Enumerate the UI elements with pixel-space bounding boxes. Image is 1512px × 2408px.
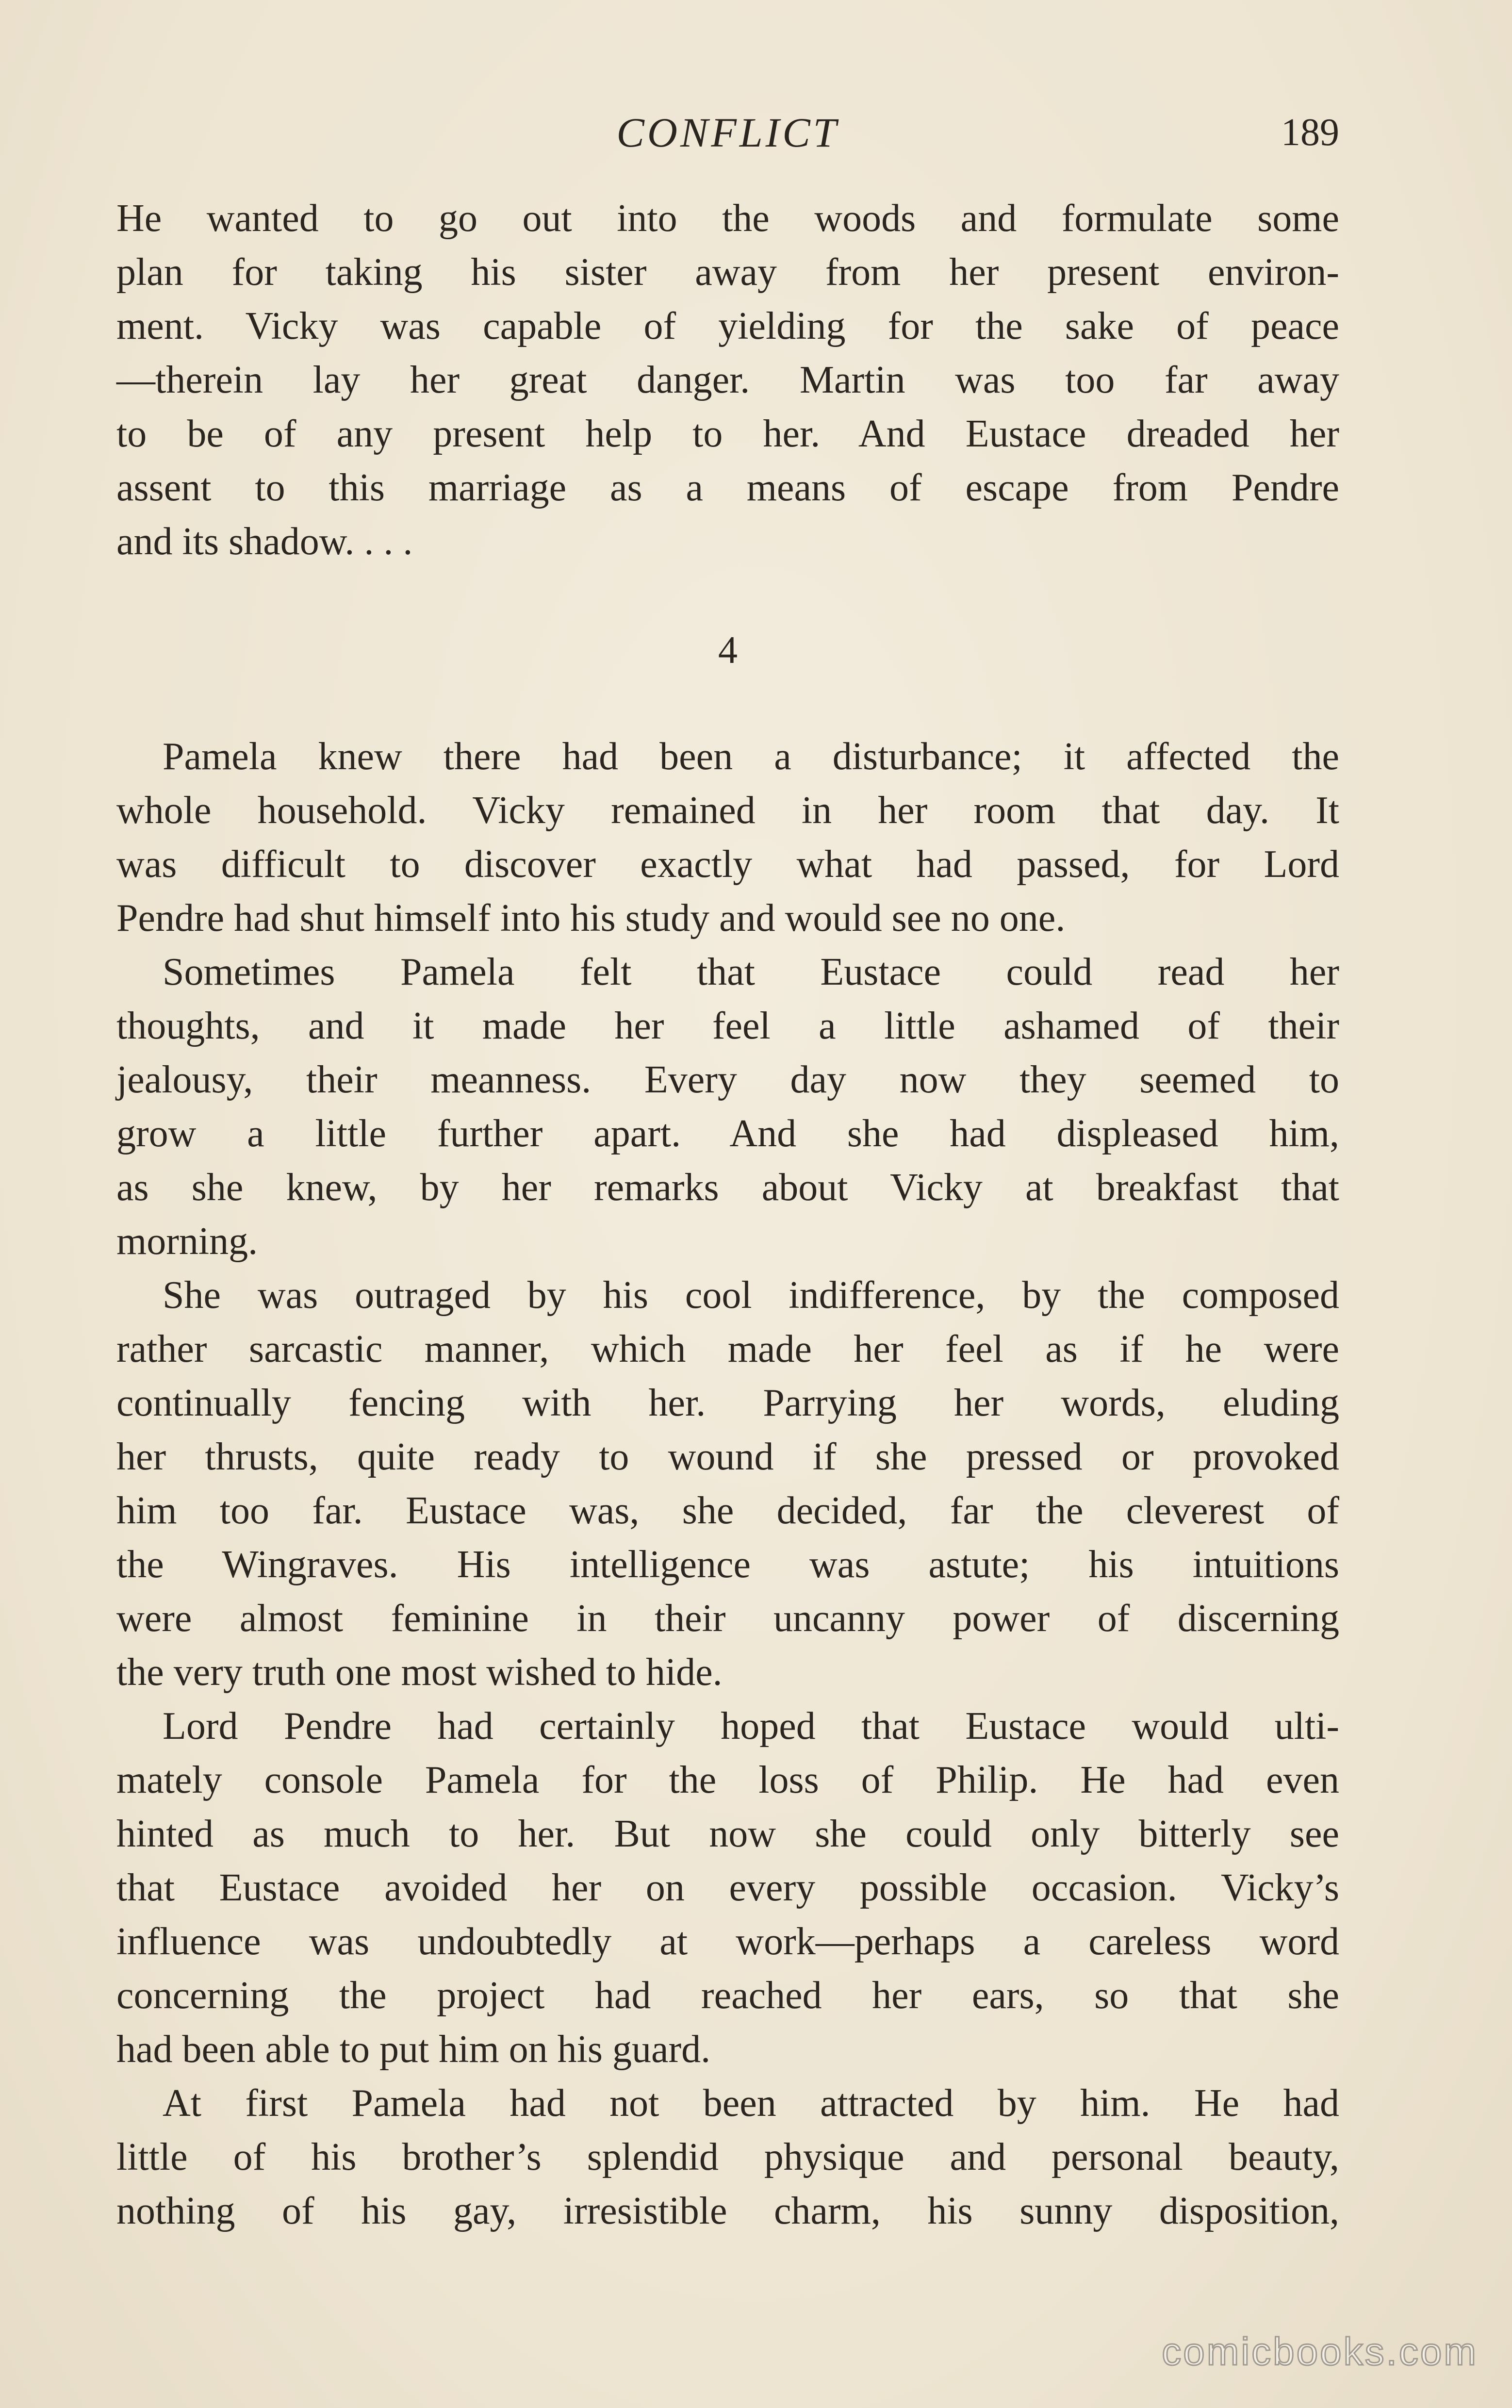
text-line: were almost feminine in their uncanny power of discerning — [116, 1597, 1339, 1640]
paragraph-block-2 — [116, 730, 1339, 2238]
text-line: to be of any present help to her. And Eustace dreaded her — [116, 412, 1339, 455]
text-line: Pendre had shut himself into his study and would see no one. — [116, 897, 1066, 940]
text-line: ment. Vicky was capable of yielding for the sake of peace — [116, 305, 1339, 347]
text-line: grow a little further apart. And she had displeased him, — [116, 1112, 1339, 1155]
text-line: the very truth one most wished to hide. — [116, 1651, 723, 1694]
text-line: assent to this marriage as a means of escape from Pendre — [116, 466, 1339, 509]
text-line: thoughts, and it made her feel a little ashamed of their — [116, 1005, 1339, 1047]
text-line: continually fencing with her. Parrying her words, eluding — [116, 1382, 1339, 1424]
text-line: At first Pamela had not been attracted by him. He had — [163, 2082, 1339, 2125]
text-line: jealousy, their meanness. Every day now they seemed to — [116, 1058, 1339, 1101]
text-line: mately console Pamela for the loss of Philip. He had even — [116, 1759, 1339, 1801]
text-line: He wanted to go out into the woods and formulate some — [116, 197, 1339, 240]
text-line: rather sarcastic manner, which made her feel as if he were — [116, 1328, 1339, 1370]
text-line: Pamela knew there had been a disturbance; it affected the — [163, 735, 1339, 778]
text-line: whole household. Vicky remained in her room that day. It — [116, 789, 1339, 832]
text-line: plan for taking his sister away from her present environ- — [116, 251, 1339, 294]
text-line: She was outraged by his cool indifference, by the composed — [163, 1274, 1339, 1317]
paragraph-block-1 — [116, 192, 1339, 569]
text-line: Lord Pendre had certainly hoped that Eustace would ulti- — [163, 1705, 1339, 1748]
text-line: that Eustace avoided her on every possible occasion. Vicky’s — [116, 1866, 1339, 1909]
running-head — [116, 106, 1339, 159]
text-line: had been able to put him on his guard. — [116, 2028, 711, 2071]
text-line: morning. — [116, 1220, 258, 1263]
section-number: 4 — [718, 629, 738, 672]
text-line: influence was undoubtedly at work—perhaps a careless word — [116, 1920, 1339, 1963]
text-line: him too far. Eustace was, she decided, far the cleverest of — [116, 1489, 1339, 1532]
page-number: 189 — [1281, 111, 1339, 154]
text-line: was difficult to discover exactly what had passed, for Lord — [116, 843, 1339, 886]
watermark: comicbooks.com — [1162, 2330, 1478, 2373]
text-line: —therein lay her great danger. Martin was too far away — [116, 359, 1339, 401]
text-line: and its shadow. . . . — [116, 520, 413, 563]
text-line: as she knew, by her remarks about Vicky at breakfast that — [116, 1166, 1339, 1209]
text-line: concerning the project had reached her ears, so that she — [116, 1974, 1339, 2017]
running-title: CONFLICT — [616, 109, 839, 156]
text-line: the Wingraves. His intelligence was astute; his intuitions — [116, 1543, 1339, 1586]
text-line: little of his brother’s splendid physique and personal beauty, — [116, 2136, 1339, 2178]
text-line: hinted as much to her. But now she could only bitterly see — [116, 1813, 1339, 1855]
text-line: her thrusts, quite ready to wound if she pressed or provoked — [116, 1435, 1339, 1478]
text-line: nothing of his gay, irresistible charm, his sunny disposition, — [116, 2190, 1339, 2232]
text-line: Sometimes Pamela felt that Eustace could read her — [163, 951, 1339, 993]
